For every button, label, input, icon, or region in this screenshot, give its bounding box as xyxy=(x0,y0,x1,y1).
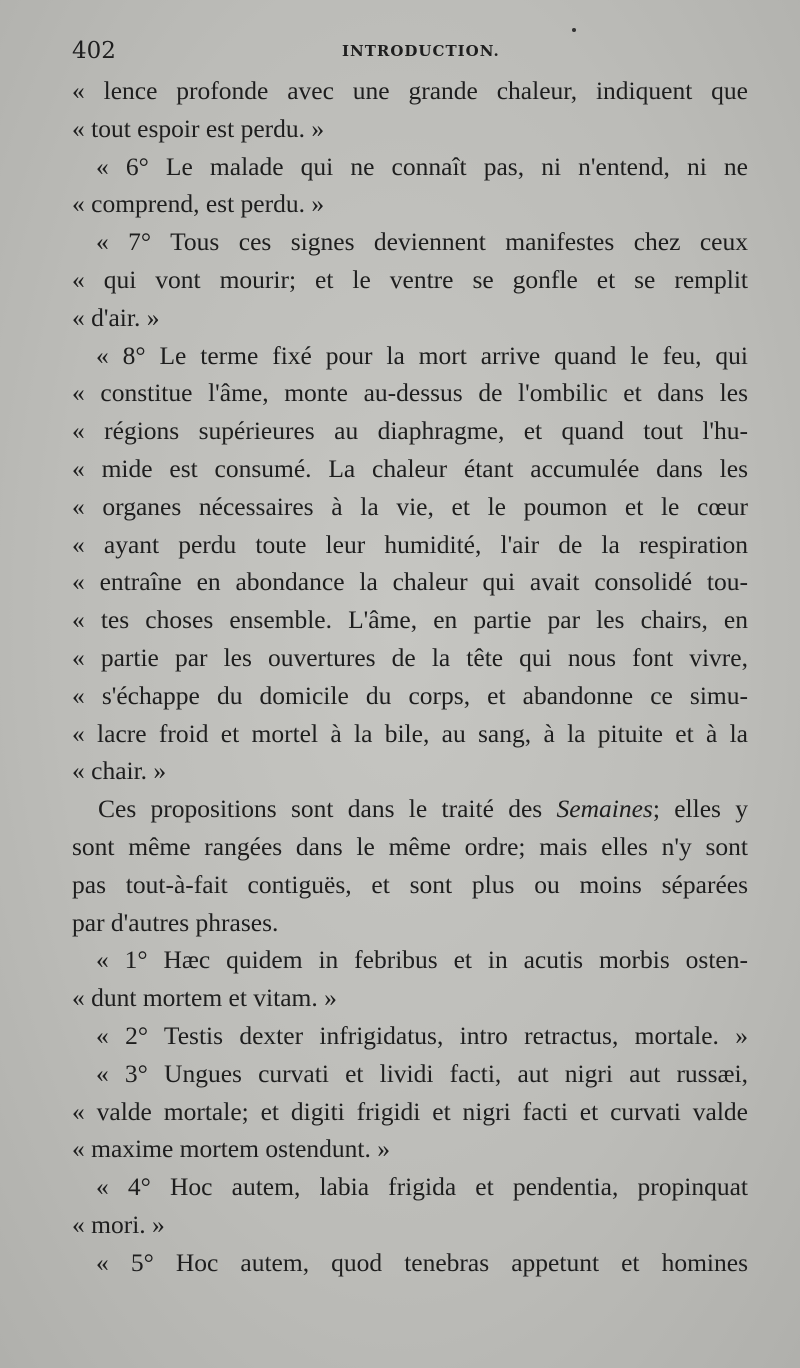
text-line: « lence profonde avec une grande chaleur, indiquent que xyxy=(72,76,748,105)
text-line: « 2° Testis dexter infrigidatus, intro retractus, mortale. » xyxy=(96,1020,748,1050)
text-line: « tout espoir est perdu. » xyxy=(72,113,325,143)
text-line: « 3° Ungues curvati et lividi facti, aut nigri aut russæi, xyxy=(96,1058,748,1088)
text-line: « 5° Hoc autem, quod tenebras appetunt et homines xyxy=(96,1247,748,1277)
text-line: « valde mortale; et digiti frigidi et nigri facti et curvati valde xyxy=(72,1096,748,1126)
text-line: par d'autres phrases. xyxy=(72,907,279,937)
running-head: INTRODUCTION. xyxy=(342,42,500,60)
italic-title: Semaines xyxy=(556,794,653,824)
text-line: « 4° Hoc autem, labia frigida et pendentia, propinquat xyxy=(96,1172,748,1202)
text-line: « dunt mortem et vitam. » xyxy=(72,983,337,1013)
text-line: « constitue l'âme, monte au-dessus de l'ombilic et dans les xyxy=(72,378,748,408)
text-line: « comprend, est perdu. » xyxy=(72,189,325,219)
page-number: 402 xyxy=(72,38,116,64)
text-line: « chair. » xyxy=(72,756,167,786)
text-line: « 6° Le malade qui ne connaît pas, ni n'entend, ni ne xyxy=(96,151,748,181)
text-line: « d'air. » xyxy=(72,302,160,332)
text-line: « mori. » xyxy=(72,1209,165,1239)
text-line: « qui vont mourir; et le ventre se gonfle et se remplit xyxy=(72,264,748,294)
text-line: « 7° Tous ces signes deviennent manifestes chez ceux xyxy=(96,227,748,257)
text-line: pas tout-à-fait contiguës, et sont plus ou moins séparées xyxy=(72,869,748,899)
text-line: « partie par les ouvertures de la tête qui nous font vivre, xyxy=(72,642,748,672)
text-line: « 8° Le terme fixé pour la mort arrive quand le feu, qui xyxy=(96,340,748,370)
text-line: « tes choses ensemble. L'âme, en partie par les chairs, en xyxy=(72,605,748,635)
text-line: « organes nécessaires à la vie, et le poumon et le cœur xyxy=(72,491,748,521)
text-line: « mide est consumé. La chaleur étant accumulée dans les xyxy=(72,453,748,483)
text-line: « s'échappe du domicile du corps, et abandonne ce simu- xyxy=(72,680,748,710)
print-speck xyxy=(572,28,576,32)
text-line: « ayant perdu toute leur humidité, l'air de la respiration xyxy=(72,529,748,559)
text-line: « lacre froid et mortel à la bile, au sang, à la pituite et à la xyxy=(72,718,748,748)
text-line: « 1° Hæc quidem in febribus et in acutis morbis osten- xyxy=(96,945,748,975)
text-line: « maxime mortem ostendunt. » xyxy=(72,1134,390,1164)
text-line: « régions supérieures au diaphragme, et quand tout l'hu- xyxy=(72,416,748,446)
text-line: Ces propositions sont dans le traité des Semaines; elles y xyxy=(98,794,748,824)
body-text xyxy=(72,72,748,1282)
text-line: sont même rangées dans le même ordre; mais elles n'y sont xyxy=(72,831,748,861)
text-line: « entraîne en abondance la chaleur qui avait consolidé tou- xyxy=(72,567,748,597)
page-header xyxy=(72,38,748,68)
